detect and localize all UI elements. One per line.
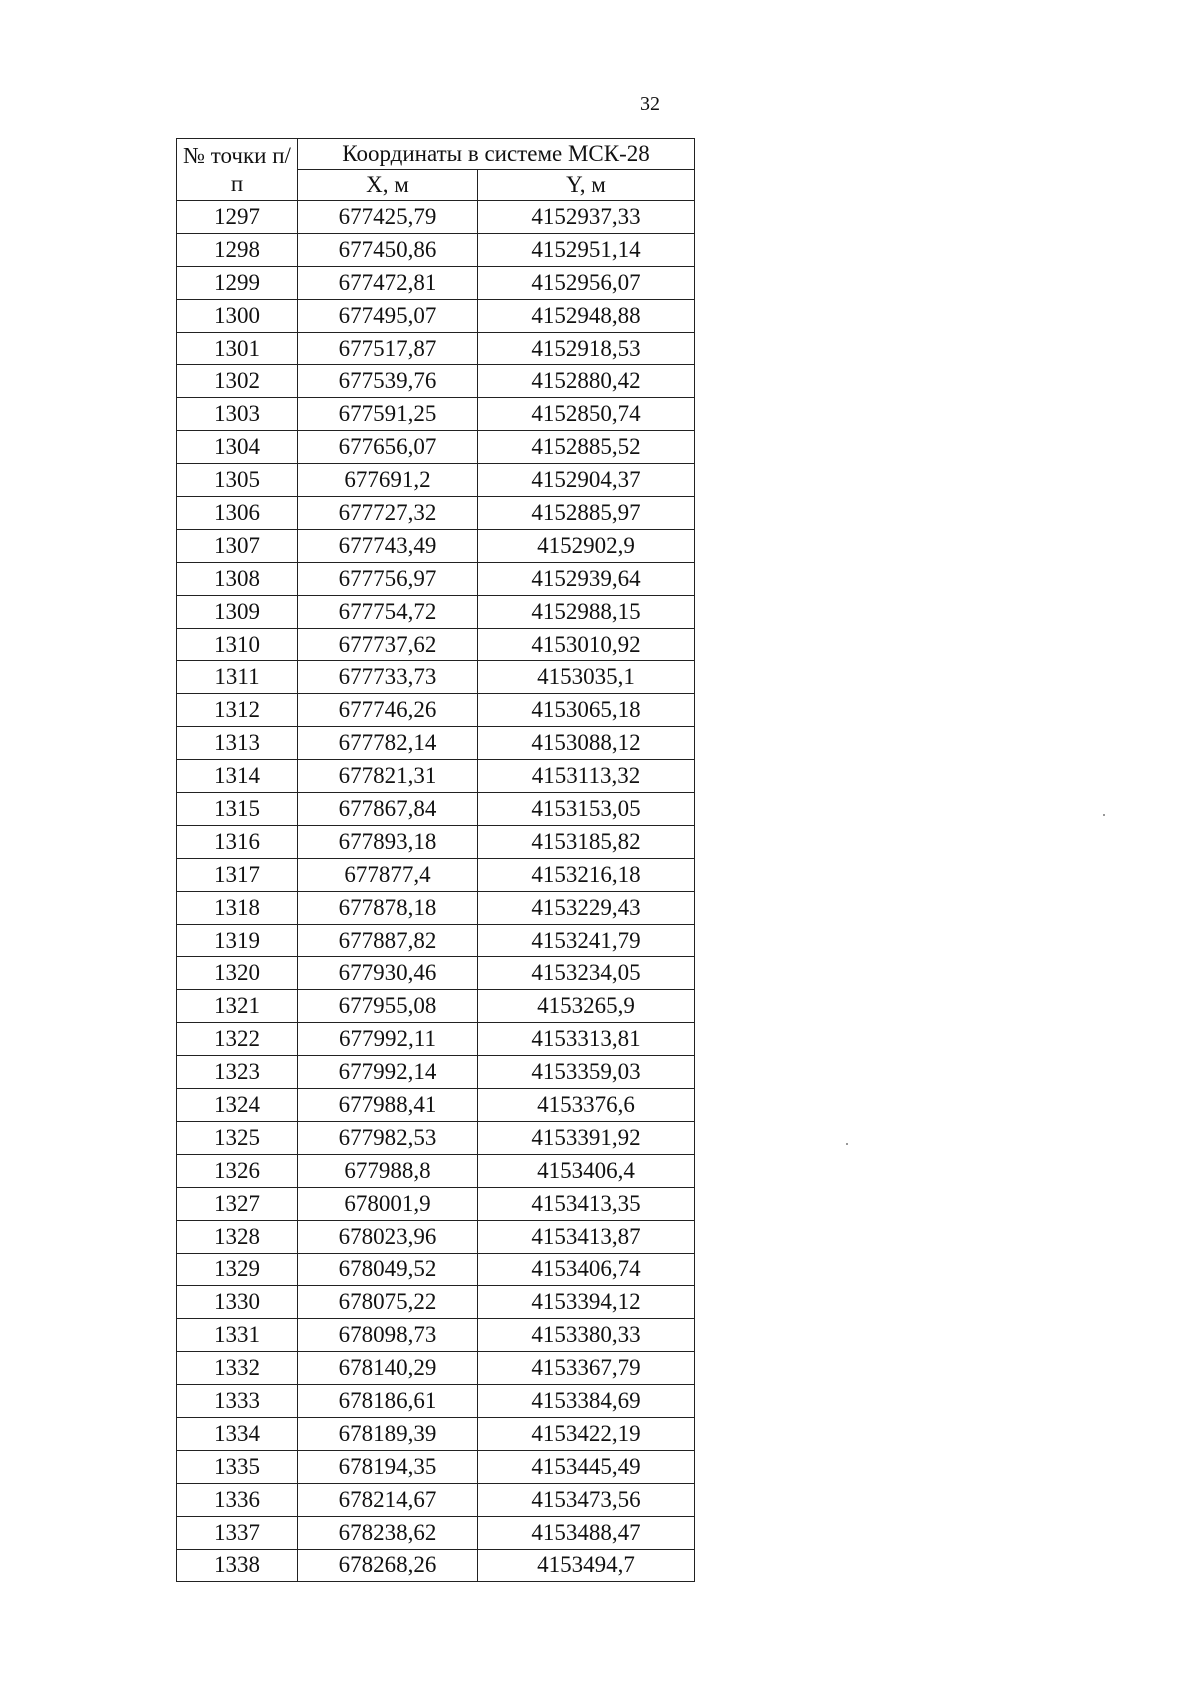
x-coordinate-cell: 677517,87 <box>298 332 478 365</box>
y-coordinate-cell: 4153088,12 <box>478 727 695 760</box>
y-header: Y, м <box>478 170 695 201</box>
point-number-cell: 1299 <box>177 266 298 299</box>
point-number-cell: 1316 <box>177 825 298 858</box>
point-number-cell: 1318 <box>177 891 298 924</box>
y-coordinate-cell: 4152939,64 <box>478 562 695 595</box>
x-coordinate-cell: 677425,79 <box>298 201 478 234</box>
point-number-cell: 1313 <box>177 727 298 760</box>
table-row <box>177 1121 695 1154</box>
y-coordinate-cell: 4153394,12 <box>478 1286 695 1319</box>
point-number-cell: 1327 <box>177 1187 298 1220</box>
y-coordinate-cell: 4153265,9 <box>478 990 695 1023</box>
y-coordinate-cell: 4153494,7 <box>478 1549 695 1582</box>
table-row <box>177 431 695 464</box>
y-coordinate-cell: 4152880,42 <box>478 365 695 398</box>
table-row <box>177 793 695 826</box>
y-coordinate-cell: 4153153,05 <box>478 793 695 826</box>
table-row <box>177 529 695 562</box>
table-row <box>177 1056 695 1089</box>
x-coordinate-cell: 678194,35 <box>298 1450 478 1483</box>
point-number-cell: 1334 <box>177 1417 298 1450</box>
table-row <box>177 957 695 990</box>
point-number-cell: 1319 <box>177 924 298 957</box>
point-number-cell: 1321 <box>177 990 298 1023</box>
y-coordinate-cell: 4153384,69 <box>478 1385 695 1418</box>
point-number-cell: 1326 <box>177 1154 298 1187</box>
scan-speck <box>1103 814 1105 816</box>
x-coordinate-cell: 677877,4 <box>298 858 478 891</box>
x-coordinate-cell: 677930,46 <box>298 957 478 990</box>
table-row <box>177 299 695 332</box>
table-row <box>177 1516 695 1549</box>
x-coordinate-cell: 677955,08 <box>298 990 478 1023</box>
point-number-cell: 1325 <box>177 1121 298 1154</box>
y-coordinate-cell: 4152956,07 <box>478 266 695 299</box>
point-number-cell: 1304 <box>177 431 298 464</box>
table-row <box>177 266 695 299</box>
y-coordinate-cell: 4153406,4 <box>478 1154 695 1187</box>
coordinates-table <box>176 138 695 1582</box>
y-coordinate-cell: 4152904,37 <box>478 464 695 497</box>
point-number-cell: 1309 <box>177 595 298 628</box>
table-body <box>177 201 695 1582</box>
point-number-cell: 1300 <box>177 299 298 332</box>
y-coordinate-cell: 4153380,33 <box>478 1319 695 1352</box>
table-row <box>177 464 695 497</box>
x-coordinate-cell: 678023,96 <box>298 1220 478 1253</box>
x-coordinate-cell: 678001,9 <box>298 1187 478 1220</box>
y-coordinate-cell: 4153413,87 <box>478 1220 695 1253</box>
x-coordinate-cell: 678140,29 <box>298 1352 478 1385</box>
table-row <box>177 1319 695 1352</box>
table-row <box>177 365 695 398</box>
x-coordinate-cell: 677746,26 <box>298 694 478 727</box>
y-coordinate-cell: 4153313,81 <box>478 1023 695 1056</box>
table-row <box>177 497 695 530</box>
table-row <box>177 661 695 694</box>
point-number-cell: 1307 <box>177 529 298 562</box>
point-number-cell: 1338 <box>177 1549 298 1582</box>
y-coordinate-cell: 4152850,74 <box>478 398 695 431</box>
header-row <box>177 139 695 170</box>
y-coordinate-cell: 4153113,32 <box>478 760 695 793</box>
y-coordinate-cell: 4152885,52 <box>478 431 695 464</box>
x-coordinate-cell: 678238,62 <box>298 1516 478 1549</box>
x-coordinate-cell: 677539,76 <box>298 365 478 398</box>
x-coordinate-cell: 678186,61 <box>298 1385 478 1418</box>
y-coordinate-cell: 4152951,14 <box>478 233 695 266</box>
x-coordinate-cell: 677782,14 <box>298 727 478 760</box>
y-coordinate-cell: 4153035,1 <box>478 661 695 694</box>
table-row <box>177 825 695 858</box>
table-header <box>177 139 695 201</box>
y-coordinate-cell: 4153216,18 <box>478 858 695 891</box>
x-coordinate-cell: 677887,82 <box>298 924 478 957</box>
point-number-cell: 1305 <box>177 464 298 497</box>
page-number: 32 <box>640 93 660 115</box>
x-coordinate-cell: 677988,41 <box>298 1089 478 1122</box>
table-row <box>177 891 695 924</box>
table-row <box>177 1549 695 1582</box>
table-row <box>177 1187 695 1220</box>
table-row <box>177 1450 695 1483</box>
table-row <box>177 1385 695 1418</box>
table-row <box>177 990 695 1023</box>
y-coordinate-cell: 4152918,53 <box>478 332 695 365</box>
y-coordinate-cell: 4153413,35 <box>478 1187 695 1220</box>
table-row <box>177 1286 695 1319</box>
x-coordinate-cell: 677982,53 <box>298 1121 478 1154</box>
point-number-cell: 1312 <box>177 694 298 727</box>
x-coordinate-cell: 678189,39 <box>298 1417 478 1450</box>
point-number-cell: 1297 <box>177 201 298 234</box>
point-number-cell: 1332 <box>177 1352 298 1385</box>
point-number-cell: 1298 <box>177 233 298 266</box>
table-row <box>177 233 695 266</box>
y-coordinate-cell: 4153376,6 <box>478 1089 695 1122</box>
point-number-cell: 1337 <box>177 1516 298 1549</box>
point-number-header: № точки п/п <box>177 139 298 201</box>
table-row <box>177 1253 695 1286</box>
table-row <box>177 1483 695 1516</box>
x-coordinate-cell: 677988,8 <box>298 1154 478 1187</box>
table-row <box>177 332 695 365</box>
x-coordinate-cell: 677878,18 <box>298 891 478 924</box>
x-coordinate-cell: 677754,72 <box>298 595 478 628</box>
point-number-cell: 1302 <box>177 365 298 398</box>
table-row <box>177 1089 695 1122</box>
x-coordinate-cell: 677893,18 <box>298 825 478 858</box>
x-coordinate-cell: 677992,11 <box>298 1023 478 1056</box>
point-number-cell: 1324 <box>177 1089 298 1122</box>
y-coordinate-cell: 4153010,92 <box>478 628 695 661</box>
point-number-cell: 1303 <box>177 398 298 431</box>
y-coordinate-cell: 4152885,97 <box>478 497 695 530</box>
point-number-cell: 1310 <box>177 628 298 661</box>
point-number-cell: 1329 <box>177 1253 298 1286</box>
y-coordinate-cell: 4153391,92 <box>478 1121 695 1154</box>
scan-speck <box>846 1143 848 1145</box>
y-coordinate-cell: 4153229,43 <box>478 891 695 924</box>
point-number-cell: 1323 <box>177 1056 298 1089</box>
point-number-cell: 1306 <box>177 497 298 530</box>
point-number-cell: 1333 <box>177 1385 298 1418</box>
x-coordinate-cell: 677691,2 <box>298 464 478 497</box>
y-coordinate-cell: 4153185,82 <box>478 825 695 858</box>
x-coordinate-cell: 677867,84 <box>298 793 478 826</box>
y-coordinate-cell: 4153359,03 <box>478 1056 695 1089</box>
x-coordinate-cell: 677450,86 <box>298 233 478 266</box>
table-row <box>177 628 695 661</box>
point-number-cell: 1335 <box>177 1450 298 1483</box>
x-coordinate-cell: 678075,22 <box>298 1286 478 1319</box>
point-number-cell: 1315 <box>177 793 298 826</box>
x-coordinate-cell: 677743,49 <box>298 529 478 562</box>
x-coordinate-cell: 678214,67 <box>298 1483 478 1516</box>
point-number-cell: 1328 <box>177 1220 298 1253</box>
x-coordinate-cell: 677737,62 <box>298 628 478 661</box>
table-row <box>177 1417 695 1450</box>
x-coordinate-cell: 677756,97 <box>298 562 478 595</box>
x-coordinate-cell: 678268,26 <box>298 1549 478 1582</box>
y-coordinate-cell: 4153234,05 <box>478 957 695 990</box>
y-coordinate-cell: 4152902,9 <box>478 529 695 562</box>
point-number-cell: 1330 <box>177 1286 298 1319</box>
table-row <box>177 201 695 234</box>
y-coordinate-cell: 4153406,74 <box>478 1253 695 1286</box>
x-coordinate-cell: 677591,25 <box>298 398 478 431</box>
x-coordinate-cell: 677727,32 <box>298 497 478 530</box>
y-coordinate-cell: 4153445,49 <box>478 1450 695 1483</box>
point-number-cell: 1322 <box>177 1023 298 1056</box>
table-row <box>177 924 695 957</box>
y-coordinate-cell: 4152948,88 <box>478 299 695 332</box>
y-coordinate-cell: 4152988,15 <box>478 595 695 628</box>
y-coordinate-cell: 4153241,79 <box>478 924 695 957</box>
x-coordinate-cell: 677472,81 <box>298 266 478 299</box>
y-coordinate-cell: 4153422,19 <box>478 1417 695 1450</box>
y-coordinate-cell: 4153488,47 <box>478 1516 695 1549</box>
point-number-cell: 1311 <box>177 661 298 694</box>
y-coordinate-cell: 4152937,33 <box>478 201 695 234</box>
table-row <box>177 858 695 891</box>
table-row <box>177 760 695 793</box>
x-coordinate-cell: 677656,07 <box>298 431 478 464</box>
table-row <box>177 727 695 760</box>
y-coordinate-cell: 4153473,56 <box>478 1483 695 1516</box>
x-coordinate-cell: 677821,31 <box>298 760 478 793</box>
y-coordinate-cell: 4153367,79 <box>478 1352 695 1385</box>
table-row <box>177 1154 695 1187</box>
table-row <box>177 1023 695 1056</box>
point-number-cell: 1320 <box>177 957 298 990</box>
table-row <box>177 1352 695 1385</box>
table-row <box>177 694 695 727</box>
x-coordinate-cell: 678098,73 <box>298 1319 478 1352</box>
point-number-cell: 1336 <box>177 1483 298 1516</box>
x-coordinate-cell: 677733,73 <box>298 661 478 694</box>
point-number-cell: 1317 <box>177 858 298 891</box>
table-row <box>177 398 695 431</box>
point-number-cell: 1314 <box>177 760 298 793</box>
x-header: X, м <box>298 170 478 201</box>
y-coordinate-cell: 4153065,18 <box>478 694 695 727</box>
coordinates-header: Координаты в системе МСК-28 <box>298 139 695 170</box>
table-row <box>177 595 695 628</box>
x-coordinate-cell: 677992,14 <box>298 1056 478 1089</box>
point-number-cell: 1331 <box>177 1319 298 1352</box>
point-number-cell: 1301 <box>177 332 298 365</box>
x-coordinate-cell: 678049,52 <box>298 1253 478 1286</box>
table-row <box>177 562 695 595</box>
point-number-cell: 1308 <box>177 562 298 595</box>
table-row <box>177 1220 695 1253</box>
x-coordinate-cell: 677495,07 <box>298 299 478 332</box>
